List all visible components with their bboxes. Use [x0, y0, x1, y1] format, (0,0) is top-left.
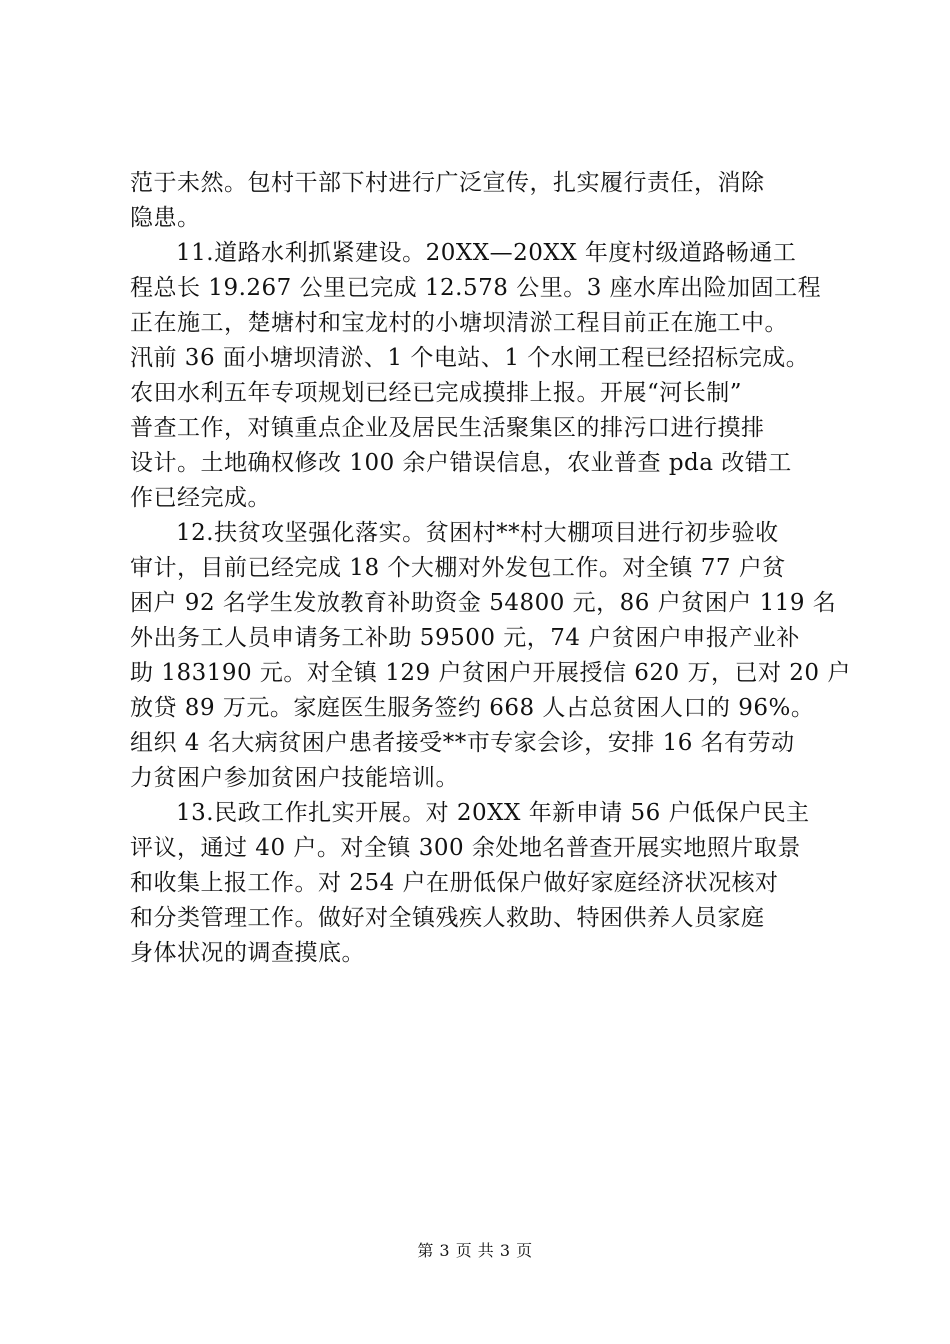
paragraph-11-start: 11.道路水利抓紧建设。20XX—20XX 年度村级道路畅通工 [176, 240, 797, 266]
text-line: 正在施工，楚塘村和宝龙村的小塘坝清淤工程目前正在施工中。 [130, 310, 788, 336]
text-line: 和分类管理工作。做好对全镇残疾人救助、特困供养人员家庭 [130, 905, 765, 931]
text-line: 放贷 89 万元。家庭医生服务签约 668 人占总贫困人口的 96%。 [130, 695, 815, 721]
text-line: 程总长 19.267 公里已完成 12.578 公里。3 座水库出险加固工程 [130, 275, 822, 301]
paragraph-13-start: 13.民政工作扎实开展。对 20XX 年新申请 56 户低保户民主 [176, 800, 810, 826]
text-line: 作已经完成。 [130, 485, 271, 511]
document-body [130, 166, 851, 971]
text-line: 设计。土地确权修改 100 余户错误信息，农业普查 pda 改错工 [130, 450, 792, 476]
text-line: 隐患。 [130, 205, 201, 231]
page-footer: 第 3 页 共 3 页 [417, 1241, 533, 1260]
text-line: 评议，通过 40 户。对全镇 300 余处地名普查开展实地照片取景 [130, 835, 801, 861]
text-line: 力贫困户参加贫困户技能培训。 [130, 765, 459, 791]
text-line: 和收集上报工作。对 254 户在册低保户做好家庭经济状况核对 [130, 870, 779, 896]
text-line: 审计，目前已经完成 18 个大棚对外发包工作。对全镇 77 户贫 [130, 555, 786, 581]
text-line: 外出务工人员申请务工补助 59500 元，74 户贫困户申报产业补 [130, 625, 800, 651]
text-line: 农田水利五年专项规划已经已完成摸排上报。开展“河长制” [130, 380, 743, 406]
text-line: 助 183190 元。对全镇 129 户贫困户开展授信 620 万，已对 20 户 [130, 660, 851, 686]
text-line: 普查工作，对镇重点企业及居民生活聚集区的排污口进行摸排 [130, 415, 765, 441]
text-line: 身体状况的调查摸底。 [130, 940, 365, 966]
text-line: 范于未然。包村干部下村进行广泛宣传，扎实履行责任，消除 [130, 170, 765, 196]
text-line: 困户 92 名学生发放教育补助资金 54800 元，86 户贫困户 119 名 [130, 590, 837, 616]
paragraph-12-start: 12.扶贫攻坚强化落实。贫困村**村大棚项目进行初步验收 [176, 520, 779, 546]
text-line: 组织 4 名大病贫困户患者接受**市专家会诊，安排 16 名有劳动 [130, 730, 795, 756]
text-line: 汛前 36 面小塘坝清淤、1 个电站、1 个水闸工程已经招标完成。 [130, 345, 810, 371]
